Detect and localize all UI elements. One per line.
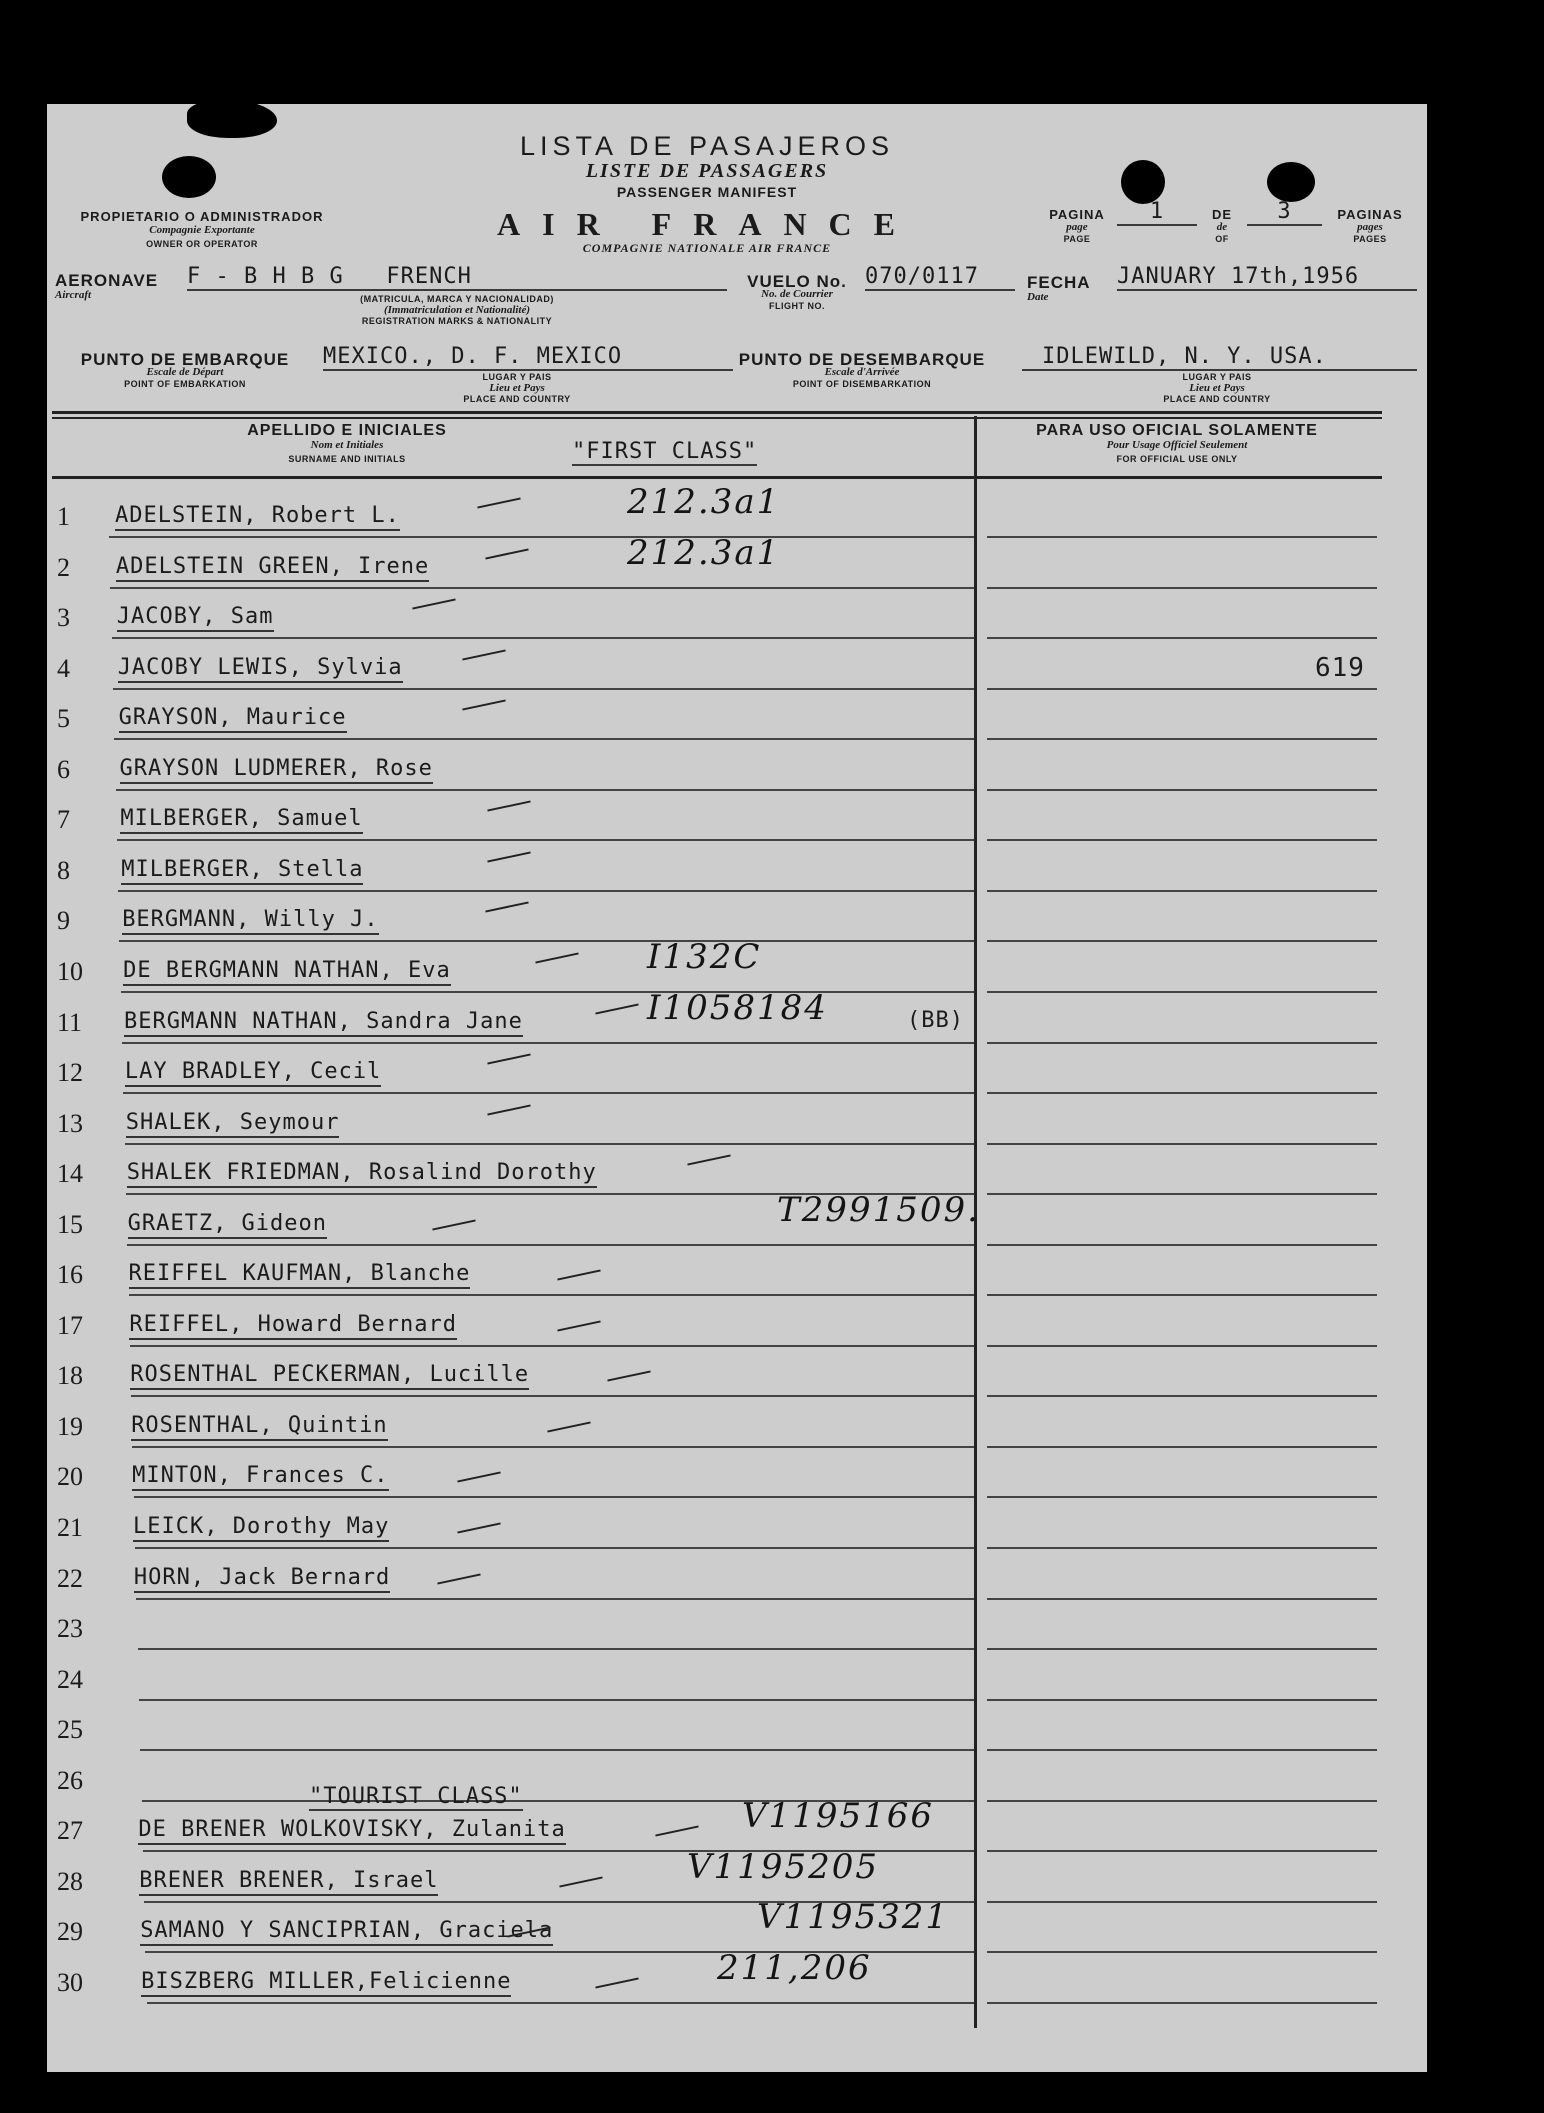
airline-subtitle: COMPAGNIE NATIONALE AIR FRANCE xyxy=(582,241,832,255)
of-label-en: OF xyxy=(1215,234,1229,244)
row-rule xyxy=(140,1749,974,1751)
disembark-place-fr: Lieu et Pays xyxy=(1189,382,1245,394)
official-header-en: FOR OFFICIAL USE ONLY xyxy=(1116,454,1238,464)
passenger-name: DE BRENER WOLKOVISKY, Zulanita xyxy=(138,1817,565,1845)
page-label-en: PAGE xyxy=(1063,234,1091,244)
official-row-rule xyxy=(987,890,1377,892)
passenger-name: LAY BRADLEY, Cecil xyxy=(125,1059,381,1087)
row-number: 6 xyxy=(57,755,70,784)
official-row-rule xyxy=(987,738,1377,740)
row-number: 23 xyxy=(57,1614,83,1643)
infant-note: (BB) xyxy=(907,1008,964,1033)
check-dash-mark xyxy=(487,851,530,862)
handwritten-document-number: V1195321 xyxy=(757,1897,949,1937)
row-number: 7 xyxy=(57,805,70,834)
punch-hole-torn-corner xyxy=(187,100,277,138)
check-dash-mark xyxy=(462,699,505,710)
disembark-label-es: PUNTO DE DESEMBARQUE xyxy=(738,350,986,369)
check-dash-mark xyxy=(595,1977,638,1988)
official-row-rule xyxy=(987,536,1377,538)
row-number: 26 xyxy=(57,1766,83,1795)
pages-label-en: PAGES xyxy=(1353,234,1387,244)
embark-label-en: POINT OF EMBARKATION xyxy=(124,379,246,389)
passenger-name: GRAYSON LUDMERER, Rose xyxy=(120,756,433,784)
owner-label-es: PROPIETARIO O ADMINISTRADOR xyxy=(80,209,324,224)
passenger-name: LEICK, Dorothy May xyxy=(133,1514,389,1542)
check-dash-mark xyxy=(412,598,455,609)
embark-place-es: LUGAR Y PAIS xyxy=(482,372,552,382)
official-use-entry: 619 xyxy=(1315,653,1365,683)
check-dash-mark xyxy=(487,1053,530,1064)
aircraft-value: F - B H B G FRENCH xyxy=(187,264,727,291)
check-dash-mark xyxy=(457,1522,500,1533)
page-label-fr: page xyxy=(1066,221,1088,233)
row-rule xyxy=(129,1294,975,1296)
row-rule xyxy=(139,1699,974,1701)
check-dash-mark xyxy=(535,952,578,963)
row-number: 9 xyxy=(57,906,70,935)
page-label xyxy=(1037,209,1117,245)
official-row-rule xyxy=(987,1244,1377,1246)
passenger-name: REIFFEL, Howard Bernard xyxy=(129,1312,457,1340)
disembark-label-fr: Escale d'Arrivée xyxy=(824,366,900,378)
row-number: 13 xyxy=(57,1109,83,1138)
disembark-label-en: POINT OF DISEMBARKATION xyxy=(792,379,932,389)
names-header-fr: Nom et Initiales xyxy=(310,439,384,451)
passenger-name: GRAYSON, Maurice xyxy=(119,705,347,733)
owner-label-en: OWNER OR OPERATOR xyxy=(146,239,258,249)
handwritten-document-number: 212.3a1 xyxy=(627,533,781,573)
row-number: 8 xyxy=(57,856,70,885)
pages-label-es: PAGINAS xyxy=(1337,207,1403,222)
row-rule xyxy=(123,1092,974,1094)
embark-place-label xyxy=(407,372,627,405)
check-dash-mark xyxy=(655,1825,698,1836)
tourist-class-heading: "TOURIST CLASS" xyxy=(309,1784,523,1809)
disembark-place-en: PLACE AND COUNTRY xyxy=(1163,394,1271,404)
disembark-value: IDLEWILD, N. Y. USA. xyxy=(1022,344,1417,371)
official-row-rule xyxy=(987,1547,1377,1549)
official-row-rule xyxy=(987,1850,1377,1852)
handwritten-document-number: V1195205 xyxy=(687,1847,879,1887)
official-row-rule xyxy=(987,940,1377,942)
airline-name: AIR FRANCE xyxy=(497,206,917,242)
official-row-rule xyxy=(987,1951,1377,1953)
official-row-rule xyxy=(987,688,1377,690)
passenger-name: GRAETZ, Gideon xyxy=(128,1211,327,1239)
row-number: 2 xyxy=(57,553,70,582)
punch-hole-right-2 xyxy=(1267,162,1315,202)
embark-label-es: PUNTO DE EMBARQUE xyxy=(80,350,290,369)
official-row-rule xyxy=(987,1294,1377,1296)
passenger-name: ADELSTEIN, Robert L. xyxy=(115,503,400,531)
row-rule xyxy=(113,688,974,690)
disembark-label xyxy=(712,350,1012,390)
official-row-rule xyxy=(987,1143,1377,1145)
manifest-sheet xyxy=(47,104,1427,2072)
passenger-name: MILBERGER, Samuel xyxy=(120,806,362,834)
passenger-name: ROSENTHAL PECKERMAN, Lucille xyxy=(130,1362,529,1390)
row-number: 29 xyxy=(57,1917,83,1946)
official-header-es: PARA USO OFICIAL SOLAMENTE xyxy=(1036,422,1318,439)
passenger-name: BERGMANN NATHAN, Sandra Jane xyxy=(124,1009,523,1037)
official-row-rule xyxy=(987,1901,1377,1903)
row-number: 27 xyxy=(57,1816,83,1845)
check-dash-mark xyxy=(595,1003,638,1014)
aircraft-notes xyxy=(267,294,647,327)
row-rule xyxy=(134,1496,974,1498)
check-dash-mark xyxy=(437,1573,480,1584)
row-rule xyxy=(135,1547,974,1549)
date-label xyxy=(1027,273,1107,304)
row-number: 15 xyxy=(57,1210,83,1239)
row-number: 17 xyxy=(57,1311,83,1340)
passenger-name: JACOBY LEWIS, Sylvia xyxy=(118,655,403,683)
check-dash-mark xyxy=(477,497,520,508)
row-number: 4 xyxy=(57,654,70,683)
owner-label-fr: Compagnie Exportante xyxy=(149,224,255,236)
row-number: 22 xyxy=(57,1564,83,1593)
row-number: 24 xyxy=(57,1665,83,1694)
official-row-rule xyxy=(987,1042,1377,1044)
row-rule xyxy=(109,536,974,538)
official-header-fr: Pour Usage Officiel Seulement xyxy=(1106,439,1248,451)
flight-label-en: FLIGHT NO. xyxy=(769,301,825,311)
check-dash-mark xyxy=(462,649,505,660)
check-dash-mark xyxy=(547,1421,590,1432)
pages-label-fr: pages xyxy=(1357,221,1383,233)
official-row-rule xyxy=(987,2002,1377,2004)
aircraft-label xyxy=(55,271,185,302)
official-row-rule xyxy=(987,1193,1377,1195)
passenger-name: MINTON, Frances C. xyxy=(132,1463,388,1491)
official-row-rule xyxy=(987,1496,1377,1498)
handwritten-document-number: 211,206 xyxy=(717,1948,872,1988)
row-number: 20 xyxy=(57,1462,83,1491)
check-dash-mark xyxy=(485,901,528,912)
check-dash-mark xyxy=(687,1154,730,1165)
row-number: 11 xyxy=(57,1008,83,1037)
passenger-name: HORN, Jack Bernard xyxy=(134,1565,390,1593)
row-rule xyxy=(114,738,974,740)
passenger-name: DE BERGMANN NATHAN, Eva xyxy=(123,958,451,986)
row-rule xyxy=(121,991,974,993)
row-number: 21 xyxy=(57,1513,83,1542)
embark-label-fr: Escale de Départ xyxy=(146,366,224,378)
passenger-name: BRENER BRENER, Israel xyxy=(139,1868,438,1896)
row-number: 30 xyxy=(57,1968,83,1997)
official-row-rule xyxy=(987,1800,1377,1802)
official-row-rule xyxy=(987,789,1377,791)
aircraft-note-es: (MATRICULA, MARCA Y NACIONALIDAD) xyxy=(360,294,554,304)
names-header-es: APELLIDO E INICIALES xyxy=(247,422,447,439)
check-dash-mark xyxy=(559,1876,602,1887)
check-dash-mark xyxy=(485,548,528,559)
row-number: 19 xyxy=(57,1412,83,1441)
row-rule xyxy=(122,1042,974,1044)
check-dash-mark xyxy=(432,1219,475,1230)
check-dash-mark xyxy=(557,1320,600,1331)
flight-label-fr: No. de Courrier xyxy=(761,288,833,300)
row-rule xyxy=(110,587,974,589)
row-number: 18 xyxy=(57,1361,83,1390)
check-dash-mark xyxy=(487,1104,530,1115)
page-total: 3 xyxy=(1247,199,1322,226)
row-number: 14 xyxy=(57,1159,83,1188)
passenger-name: SHALEK FRIEDMAN, Rosalind Dorothy xyxy=(127,1160,597,1188)
official-row-rule xyxy=(987,1749,1377,1751)
passenger-name: JACOBY, Sam xyxy=(117,604,274,632)
row-number: 16 xyxy=(57,1260,83,1289)
check-dash-mark xyxy=(557,1269,600,1280)
handwritten-document-number: T2991509. xyxy=(777,1190,980,1230)
flight-date: JANUARY 17th,1956 xyxy=(1117,264,1417,291)
row-rule xyxy=(125,1143,974,1145)
passenger-name: SHALEK, Seymour xyxy=(126,1110,340,1138)
official-row-rule xyxy=(987,587,1377,589)
handwritten-document-number: I132C xyxy=(647,937,762,977)
row-number: 1 xyxy=(57,502,70,531)
row-rule xyxy=(136,1598,974,1600)
row-rule xyxy=(127,1244,974,1246)
flight-number: 070/0117 xyxy=(865,264,1015,291)
check-dash-mark xyxy=(607,1370,650,1381)
official-row-rule xyxy=(987,1092,1377,1094)
row-number: 12 xyxy=(57,1058,83,1087)
title-french: LISTE DE PASSAGERS xyxy=(585,160,829,182)
row-rule xyxy=(138,1648,974,1650)
official-row-rule xyxy=(987,637,1377,639)
passenger-name: BISZBERG MILLER,Felicienne xyxy=(141,1969,511,1997)
passenger-name: BERGMANN, Willy J. xyxy=(122,907,378,935)
pages-label xyxy=(1325,209,1415,245)
names-column-header xyxy=(137,424,557,466)
disembark-place-label xyxy=(1107,372,1327,405)
page-label-es: PAGINA xyxy=(1049,207,1105,222)
embark-value: MEXICO., D. F. MEXICO xyxy=(323,344,733,371)
passenger-name: REIFFEL KAUFMAN, Blanche xyxy=(129,1261,471,1289)
row-rule xyxy=(118,890,974,892)
passenger-name: SAMANO Y SANCIPRIAN, Graciela xyxy=(140,1918,553,1946)
row-rule xyxy=(112,637,974,639)
flight-label-es: VUELO No. xyxy=(747,272,847,291)
punch-hole-left xyxy=(162,156,216,198)
official-row-rule xyxy=(987,1598,1377,1600)
official-row-rule xyxy=(987,1345,1377,1347)
names-header-en: SURNAME AND INITIALS xyxy=(288,454,406,464)
row-number: 28 xyxy=(57,1867,83,1896)
handwritten-document-number: I1058184 xyxy=(647,988,828,1028)
official-row-rule xyxy=(987,1699,1377,1701)
embark-place-en: PLACE AND COUNTRY xyxy=(463,394,571,404)
check-dash-mark xyxy=(487,800,530,811)
row-number: 25 xyxy=(57,1715,83,1744)
aircraft-label-es: AERONAVE xyxy=(55,271,159,290)
handwritten-document-number: 212.3a1 xyxy=(627,482,781,522)
disembark-place-es: LUGAR Y PAIS xyxy=(1182,372,1252,382)
official-row-rule xyxy=(987,1446,1377,1448)
row-rule xyxy=(116,789,975,791)
row-number: 10 xyxy=(57,957,83,986)
column-header-divider xyxy=(52,476,1382,479)
of-label-fr: de xyxy=(1216,221,1228,233)
row-rule xyxy=(130,1345,974,1347)
official-row-rule xyxy=(987,1395,1377,1397)
passenger-name: ROSENTHAL, Quintin xyxy=(131,1413,387,1441)
of-label xyxy=(1197,209,1247,245)
handwritten-document-number: V1195166 xyxy=(742,1796,934,1836)
aircraft-label-fr: Aircraft xyxy=(55,289,92,301)
date-label-fr: Date xyxy=(1027,291,1049,303)
check-dash-mark xyxy=(457,1471,500,1482)
page-number: 1 xyxy=(1117,199,1197,226)
row-number: 5 xyxy=(57,704,70,733)
row-rule xyxy=(132,1446,974,1448)
official-row-rule xyxy=(987,991,1377,993)
aircraft-note-en: REGISTRATION MARKS & NATIONALITY xyxy=(361,316,553,326)
row-rule xyxy=(119,940,974,942)
embark-label xyxy=(55,350,315,390)
date-label-es: FECHA xyxy=(1027,273,1091,292)
punch-hole-right-1 xyxy=(1121,160,1165,204)
row-number: 3 xyxy=(57,603,70,632)
passenger-name: ADELSTEIN GREEN, Irene xyxy=(116,554,429,582)
passenger-name: MILBERGER, Stella xyxy=(121,857,363,885)
flight-label xyxy=(727,272,867,312)
official-row-rule xyxy=(987,839,1377,841)
first-class-heading: "FIRST CLASS" xyxy=(572,439,758,464)
row-rule xyxy=(117,839,974,841)
of-label-es: DE xyxy=(1211,207,1233,222)
official-row-rule xyxy=(987,1648,1377,1650)
title-spanish: LISTA DE PASAJEROS xyxy=(519,131,895,161)
row-rule xyxy=(131,1395,974,1397)
title-english: PASSENGER MANIFEST xyxy=(616,184,798,200)
embark-place-fr: Lieu et Pays xyxy=(489,382,545,394)
official-column-header xyxy=(977,424,1377,466)
header-divider xyxy=(52,411,1382,419)
row-rule xyxy=(147,2002,974,2004)
aircraft-note-fr: (Immatriculation et Nationalité) xyxy=(383,304,531,316)
